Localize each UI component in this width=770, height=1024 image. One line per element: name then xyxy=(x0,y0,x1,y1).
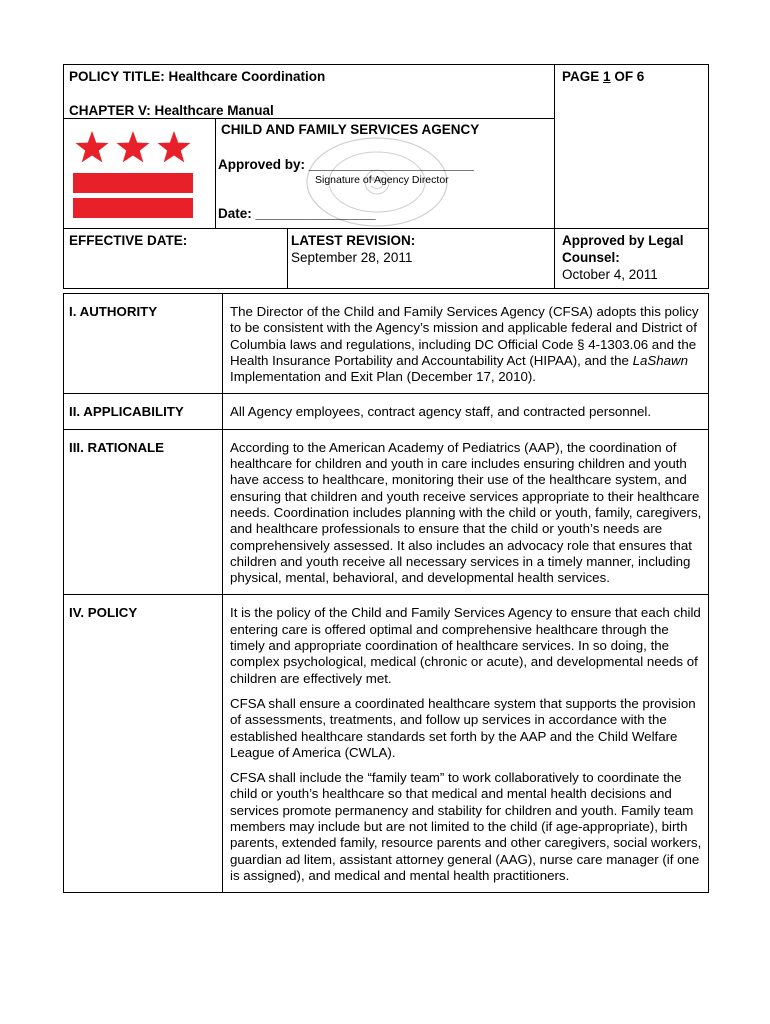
agency-name: CHILD AND FAMILY SERVICES AGENCY xyxy=(221,122,480,137)
signature-caption: Signature of Agency Director xyxy=(315,174,449,186)
legal-label-line2: Counsel: xyxy=(562,250,620,265)
policy-title: POLICY TITLE: Healthcare Coordination xyxy=(69,69,326,84)
header-border-right xyxy=(708,64,709,289)
section-label: IV. POLICY xyxy=(64,595,223,893)
chapter-title: CHAPTER V: Healthcare Manual xyxy=(69,103,274,118)
section-text: The Director of the Child and Family Services Agency (CFSA) adopts this policy to be consistent with the Agency’s mission and applicable federal and District of Columbia laws and regulations, including DC Official Code § 4-1303.06 and the Health Insurance Portability and Accountability Act (HIPAA), and the LaShawn Implementation and Exit Plan (December 17, 2010). xyxy=(223,294,709,394)
policy-sections xyxy=(63,293,709,893)
section-text: According to the American Academy of Pediatrics (AAP), the coordination of healthcare for children and youth in care includes ensuring children and youth have access to healthcare, monitoring their use of the healthcare system, and ensuring that children and youth receive services appropriate to their healthcare needs. Coordination includes planning with the child or youth, family, caregivers, and healthcare professionals to ensure that the child or youth’s needs are comprehensively assessed. It also includes an advocacy role that ensures that children and youth receive all necessary services in a timely manner, including physical, mental, behavioral, and developmental health services. xyxy=(223,429,709,595)
legal-approval-date: October 4, 2011 xyxy=(562,267,658,282)
policy-paragraph: It is the policy of the Child and Family Services Agency to ensure that each child entering care is offered optimal and comprehensive healthcare through the timely and appropriate coordination of healthcare services. In so doing, the complex psychological, medical (chronic or acute), and developmental needs of children are effectively met. xyxy=(230,605,701,686)
section-label: II. APPLICABILITY xyxy=(64,394,223,429)
section-text: All Agency employees, contract agency staff, and contracted personnel. xyxy=(223,394,709,429)
policy-paragraph: CFSA shall include the “family team” to work collaboratively to coordinate the child or youth’s healthcare so that medical and mental health decisions and services promote permanency and stability for children and youth. Family team members may include but are not limited to the child (if age-appropriate), birth parents, extended family, resource parents and other caregivers, social workers, guardian ad litem, assistant attorney general (AAG), nurse care manager (if one is assigned), and medical and mental health practitioners. xyxy=(230,770,702,883)
policy-paragraph: CFSA shall ensure a coordinated healthcare system that supports the provision of assessments, treatments, and follow up services in accordance with the established healthcare standards set forth by the AAP and the Child Welfare League of America (CWLA). xyxy=(230,695,696,760)
section-applicability xyxy=(64,394,709,429)
section-rationale xyxy=(64,429,709,595)
header-border-top xyxy=(63,64,709,65)
latest-revision-value: September 28, 2011 xyxy=(291,250,413,265)
dc-flag-logo-icon xyxy=(73,128,193,218)
section-label: I. AUTHORITY xyxy=(64,294,223,394)
date-line: Date: ________________ xyxy=(218,206,376,221)
section-authority xyxy=(64,294,709,394)
page-current: 1 xyxy=(603,69,611,84)
section-text xyxy=(223,595,709,893)
header-rule-logo-right xyxy=(215,118,216,228)
header-border-bottom xyxy=(63,288,709,289)
approved-by: Approved by: ______________________ xyxy=(218,157,474,172)
section-label: III. RATIONALE xyxy=(64,429,223,595)
header-table xyxy=(63,64,709,289)
page-number: PAGE 1 OF 6 xyxy=(562,69,645,84)
header-rule-dates xyxy=(63,228,709,229)
header-column-divider xyxy=(554,64,555,289)
header-rule-revision-left xyxy=(287,228,288,289)
latest-revision-label: LATEST REVISION: xyxy=(291,233,416,248)
section-policy xyxy=(64,595,709,893)
legal-label-line1: Approved by Legal xyxy=(562,233,684,248)
effective-date-label: EFFECTIVE DATE: xyxy=(69,233,188,248)
header-border-left xyxy=(63,64,64,289)
